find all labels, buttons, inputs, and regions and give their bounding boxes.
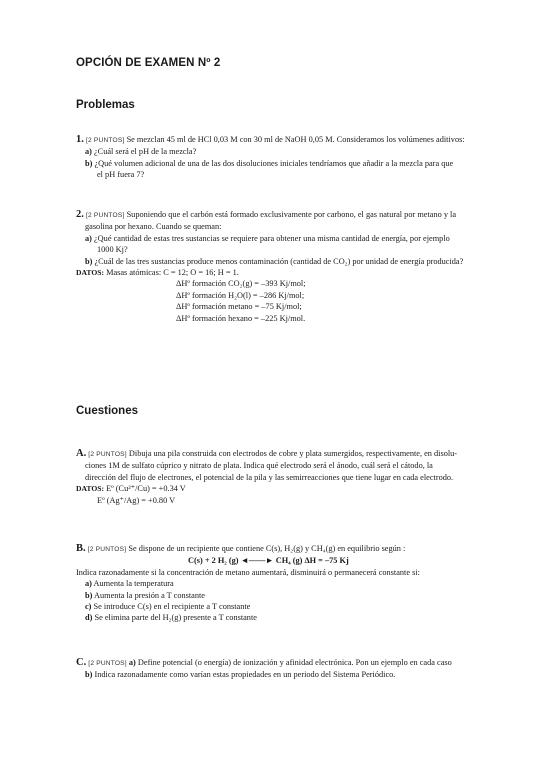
item-label: b) bbox=[85, 590, 93, 600]
section-cuestiones-heading: Cuestiones bbox=[76, 405, 138, 417]
item-text-continuation: 1000 Kj? bbox=[97, 245, 128, 255]
problem-statement: Se mezclan 45 ml de HCl 0,03 M con 30 ml de NaOH 0,05 M. Consideramos los volúmenes aditivos: bbox=[126, 135, 465, 144]
item-text: ¿Cuál de las tres sustancias produce menos contaminación (cantidad de CO₂) por unidad de energía producida? bbox=[94, 256, 464, 266]
problem-number: 2. bbox=[76, 209, 84, 220]
electrode-potential: Eº (Ag⁺/Ag) = +0.80 V bbox=[97, 495, 176, 505]
points-label: [2 PUNTOS] bbox=[85, 137, 125, 144]
item-label: a) bbox=[85, 579, 92, 589]
item-text: ¿Qué volumen adicional de una de las dos disoluciones iniciales tendríamos que añadir a la mezcla para que bbox=[94, 158, 454, 168]
formation-enthalpy: ΔHº formación metano = –75 Kj/mol; bbox=[176, 302, 302, 312]
item-label: a) bbox=[85, 233, 92, 243]
points-label: [2 PUNTOS] bbox=[88, 451, 127, 458]
question-letter: B. bbox=[76, 543, 86, 554]
item-label: a) bbox=[85, 147, 92, 157]
item-text: Aumenta la temperatura bbox=[93, 579, 174, 589]
problem-statement: Suponiendo que el carbón está formado exclusivamente por carbono, el gas natural por metano y la bbox=[126, 210, 457, 219]
question-b bbox=[76, 543, 476, 624]
exam-title: OPCIÓN DE EXAMEN Nº 2 bbox=[76, 57, 221, 69]
datos-label: DATOS: bbox=[76, 268, 104, 278]
question-a bbox=[76, 448, 476, 506]
question-letter: C. bbox=[76, 657, 87, 668]
question-statement-continuation: ciones 1M de sulfato cúprico y nitrato de plata. Indica qué electrodo será el ánodo, cuál será el cátodo, la bbox=[85, 461, 433, 471]
item-label: b) bbox=[85, 670, 93, 680]
item-text: Aumenta la presión a T constante bbox=[94, 590, 205, 600]
item-text: Se introduce C(s) en el recipiente a T constante bbox=[93, 602, 251, 612]
points-label: [2 PUNTOS] bbox=[88, 660, 127, 667]
item-text: Se elimina parte del H₂(g) presente a T constante bbox=[94, 613, 257, 623]
formation-enthalpy: ΔHº formación CO₂(g) = –393 Kj/mol; bbox=[176, 279, 306, 289]
item-text: Indica razonadamente como varían estas propiedades en un periodo del Sistema Periódico. bbox=[94, 670, 396, 680]
points-label: [2 PUNTOS] bbox=[87, 546, 127, 553]
item-label: b) bbox=[85, 158, 93, 168]
section-problemas-heading: Problemas bbox=[76, 99, 135, 111]
question-statement: Se dispone de un recipiente que contiene C(s), H₂(g) y CH₄(g) en equilibrio según : bbox=[128, 544, 406, 553]
item-label: a) bbox=[128, 658, 136, 667]
problem-1 bbox=[76, 134, 476, 181]
formation-enthalpy: ΔHº formación H₂O(l) = –286 Kj/mol; bbox=[176, 290, 305, 300]
item-text: ¿Cuál será el pH de la mezcla? bbox=[94, 147, 197, 157]
equilibrium-equation: C(s) + 2 H₂ (g) ◄——► CH₄ (g) ΔH = –75 Kj bbox=[188, 556, 349, 566]
question-c bbox=[76, 657, 476, 681]
item-text: Define potencial (o energía) de ionización y afinidad electrónica. Pon un ejemplo en cada caso bbox=[137, 658, 452, 667]
question-statement-continuation: dirección del flujo de electrones, el potencial de la pila y las semirreacciones que tiene lugar en cada electrodo. bbox=[85, 472, 454, 482]
item-text: ¿Qué cantidad de estas tres sustancias se requiere para obtener una misma cantidad de energía, por ejemplo bbox=[94, 233, 450, 243]
item-text-continuation: el pH fuera 7? bbox=[97, 170, 145, 180]
electrode-potential: Eº (Cu²⁺/Cu) = +0.34 V bbox=[106, 484, 186, 494]
formation-enthalpy: ΔHº formación hexano = –225 Kj/mol. bbox=[176, 313, 306, 323]
problem-number: 1. bbox=[76, 134, 84, 145]
question-statement-continuation: Indica razonadamente si la concentración de metano aumentará, disminuirá o permanecerá constante si: bbox=[76, 567, 420, 577]
points-label: [2 PUNTOS] bbox=[85, 212, 125, 219]
datos-text: Masas atómicas: C = 12; O = 16; H = 1. bbox=[106, 268, 239, 278]
item-label: d) bbox=[85, 613, 93, 623]
problem-statement-continuation: gasolina por hexano. Cuando se queman: bbox=[85, 222, 222, 232]
item-label: b) bbox=[85, 256, 93, 266]
datos-label: DATOS: bbox=[76, 484, 104, 494]
question-letter: A. bbox=[76, 448, 87, 459]
question-statement: Dibuja una pila construida con electrodos de cobre y plata sumergidos, respectivamente, en disolu- bbox=[128, 449, 458, 458]
item-label: c) bbox=[85, 602, 92, 612]
problem-2 bbox=[76, 209, 476, 324]
